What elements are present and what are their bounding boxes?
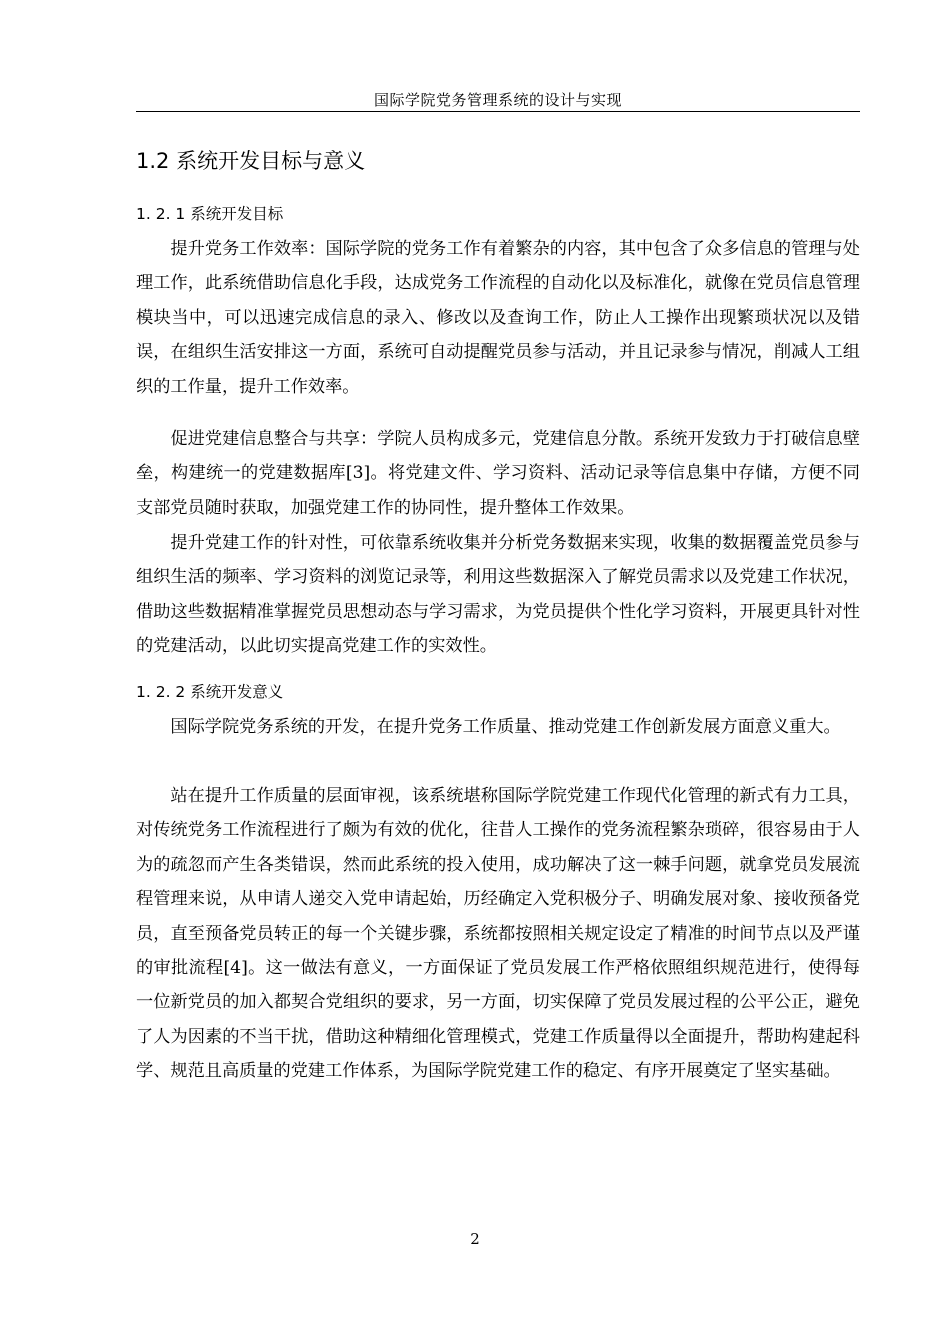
paragraph-significance-quality: 站在提升工作质量的层面审视，该系统堪称国际学院党建工作现代化管理的新式有力工具，对传统党务工作流程进行了颇为有效的优化，往昔人工操作的党务流程繁杂琐碎，很容易由于人为的疏忽而产生各类错误，然而此系统的投入使用，成功解决了这一棘手问题，就拿党员发展流程管理来说，从申请人递交入党申请起始，历经确定入党积极分子、明确发展对象、接收预备党员，直至预备党员转正的每一个关键步骤，系统都按照相关规定设定了精准的时间节点以及严谨的审批流程[4]。这一做法有意义，一方面保证了党员发展工作严格依照组织规范进行，使得每一位新党员的加入都契合党组织的要求，另一方面，切实保障了党员发展过程的公平公正，避免了人为因素的不当干扰，借助这种精细化管理模式，党建工作质量得以全面提升，帮助构建起科学、规范且高质量的党建工作体系，为国际学院党建工作的稳定、有序开展奠定了坚实基础。 (136, 786, 860, 1082)
subsection-title-significance: 1. 2. 2 系统开发意义 (136, 683, 284, 701)
header-rule (136, 111, 860, 112)
running-header: 国际学院党务管理系统的设计与实现 (373, 91, 622, 109)
paragraph-targeting: 提升党建工作的针对性，可依靠系统收集并分析党务数据来实现，收集的数据覆盖党员参与组织生活的频率、学习资料的浏览记录等，利用这些数据深入了解党员需求以及党建工作状况，借助这些数据精准掌握党员思想动态与学习需求，为党员提供个性化学习资料，开展更具针对性的党建活动，以此切实提高党建工作的实效性。 (136, 533, 860, 657)
paragraph-significance-intro: 国际学院党务系统的开发，在提升党务工作质量、推动党建工作创新发展方面意义重大。 (170, 717, 841, 737)
paragraph-integration: 促进党建信息整合与共享：学院人员构成多元，党建信息分散。系统开发致力于打破信息壁垒，构建统一的党建数据库[3]。将党建文件、学习资料、活动记录等信息集中存储，方便不同支部党员随时获取，加强党建工作的协同性，提升整体工作效果。 (136, 429, 860, 518)
subsection-title-goals: 1. 2. 1 系统开发目标 (136, 205, 284, 223)
section-title: 1.2 系统开发目标与意义 (136, 149, 366, 173)
page-number: 2 (470, 1230, 480, 1248)
paragraph-efficiency: 提升党务工作效率：国际学院的党务工作有着繁杂的内容，其中包含了众多信息的管理与处理工作，此系统借助信息化手段，达成党务工作流程的自动化以及标准化，就像在党员信息管理模块当中，可以迅速完成信息的录入、修改以及查询工作，防止人工操作出现繁琐状况以及错误，在组织生活安排这一方面，系统可自动提醒党员参与活动，并且记录参与情况，削减人工组织的工作量，提升工作效率。 (136, 239, 860, 397)
